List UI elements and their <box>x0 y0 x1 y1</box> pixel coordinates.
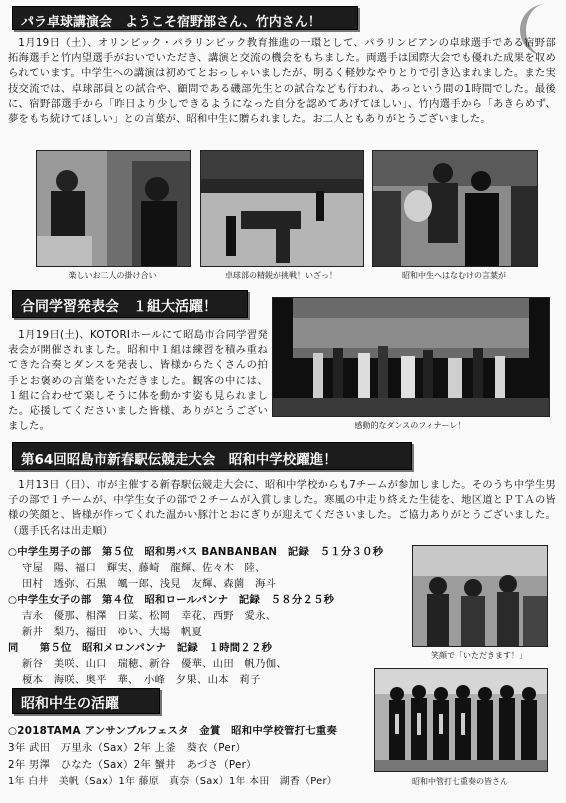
section1-paragraph: 1月19日（土）、オリンピック・パラリンピック教育推進の一環として、パラリンピアンの卓球選手である宿野部拓海選手と竹内望選手がおいでいただき、講演と交流の機会をもちました。両選手は国際大会でも優れた成果を収められています。中学生への講演は初めてとおっしゃいましたが、明るく軽妙なやりとりで引き込まれました。また実技交流では、卓球部員との試合や、顧問である磯部先生との試合なども行われ、あっという間の1時間でした。最後に、宿野部選手から「昨日より少しできるようになった自分を認めてあげてほしい」、竹内選手から「あきらめず、夢をもち続けてほしい」との言葉が、昭和中生に贈られました。お二人ともありがとうございました。 <box>8 37 556 126</box>
result-girls1-names-1: 吉永 優那、相澤 日菜、松岡 幸花、西野 愛永、 <box>22 610 277 622</box>
caption-ekiden-meal: 笑顔で「いただきます！」 <box>431 651 527 660</box>
ensemble-members-3: 1年 白井 美帆（Sax）1年 藤原 真奈（Sax）1年 本田 湖香（Per） <box>8 776 338 787</box>
caption-pingpong: 卓球部の精鋭が挑戦！いざっ！ <box>225 271 337 280</box>
photo-speakers <box>36 150 191 267</box>
caption-dance-finale: 感動的なダンスのフィナーレ！ <box>354 421 466 430</box>
result-girls2-head: 同 第５位 昭和メロンパンナ 記録 １時間２２秒 <box>8 642 273 654</box>
caption-farewell: 昭和中生へはなむけの言葉が <box>402 271 506 280</box>
result-girls1-names-2: 新井 梨乃、福田 ゆい、大場 帆夏 <box>22 626 203 638</box>
ensemble-members-2: 2年 男澤 ひなた（Sax）2年 蟹井 あづさ（Per） <box>8 759 257 771</box>
section3-banner <box>12 442 412 470</box>
result-boys-names-2: 田村 透弥、石黒 颯一郎、浅見 友輝、森薗 海斗 <box>22 578 277 590</box>
result-boys-head: ○中学生男子の部 第５位 昭和男バス BANBANBAN 記録 ５１分３０秒 <box>8 546 384 558</box>
photo-farewell <box>372 150 538 267</box>
section3-paragraph: 1月13日（日）、市が主催する新春駅伝競走大会に、昭和中学校からも7チームが参加しました。そのうち中学生男子の部で１チームが、中学生女子の部で２チームが入賞しました。寒風の中走り終えた生徒を、地区道とＰＴＡの皆様の笑顔と、皆様が作ってくれた温かい豚汁とおにぎりが迎えてくださいました。ご協力ありがとうございました。（選手氏名は出走順） <box>8 479 556 537</box>
ensemble-award: ○2018TAMA アンサンブルフェスタ 金賞 昭和中学校管打七重奏 <box>8 725 338 737</box>
ensemble-members-1: 3年 武田 万里永（Sax）2年 上釜 葵衣（Per） <box>8 742 247 754</box>
result-girls2-names-2: 榎本 海咲、奥平 華、 小峰 夕果、山本 莉子 <box>22 674 261 686</box>
section2-paragraph: 1月19日(土)、KOTORIホールにて昭島市合同学習発表会が開催されました。昭和中１組は練習を積み重ねてきた合奏とダンスを発表し、皆様からたくさんの拍手とお褒めの言葉をいただきました。観客の中には、１組に合わせて楽しそうに体を動かす姿も見られました。応援してくださいました皆様、ありがとうございました。 <box>8 329 268 433</box>
section2-title: 合同学習発表会 １組大活躍！ <box>21 299 217 315</box>
result-girls1-head: ○中学生女子の部 第４位 昭和ロールパンナ 記録 ５８分２５秒 <box>8 594 335 606</box>
section1-body <box>8 36 556 127</box>
photo-dance-finale <box>272 297 550 417</box>
section1-banner <box>12 6 358 30</box>
photo-ekiden-meal <box>412 545 548 647</box>
section3-title: 第64回昭島市新春駅伝競走大会 昭和中学校躍進！ <box>21 452 337 468</box>
section3-body <box>8 478 556 539</box>
section2-body <box>8 328 268 434</box>
result-boys-names-1: 守屋 陽、福口 輝実、藤崎 龍輝、佐々木 陸、 <box>22 562 266 574</box>
section4-title: 昭和中生の活躍 <box>21 696 119 712</box>
photo-pingpong <box>200 150 364 267</box>
section1-title: パラ卓球講演会 ようこそ宿野部さん、竹内さん！ <box>21 15 321 30</box>
result-girls2-names-1: 新谷 美咲、山口 瑞穂、新谷 優華、山田 帆乃伽、 <box>22 658 287 670</box>
caption-speakers: 楽しいお二人の掛け合い <box>68 271 157 280</box>
section4-banner <box>12 688 160 714</box>
caption-ensemble: 昭和中管打七重奏の皆さん <box>412 777 508 786</box>
section2-banner <box>12 290 248 318</box>
photo-ensemble <box>374 668 548 772</box>
